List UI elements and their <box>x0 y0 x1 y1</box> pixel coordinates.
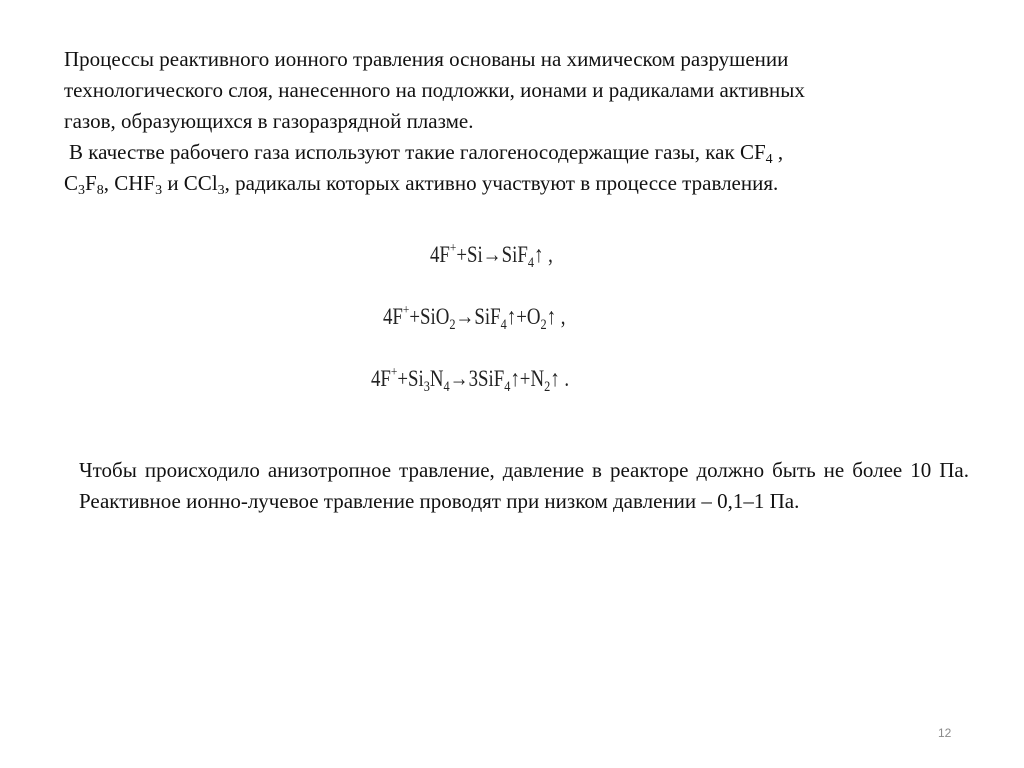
page-number: 12 <box>938 726 952 740</box>
intro-line-5: $C_3F_8$, $CHF_3$ и CCl$_3$, радикалы которых активно участвуют в процессе травления. <box>64 171 779 198</box>
equation-si: 4F++Si→SiF$_4$↑ , <box>430 241 553 271</box>
intro-line-2: технологического слоя, нанесенного на подложки, ионами и радикалами активных <box>64 78 805 102</box>
intro-paragraph <box>64 44 974 199</box>
equation-sio2: $4F^++SiO_2\to SiF_4↑+O_2↑$ , <box>383 303 566 333</box>
anisotropic-etching-paragraph: Чтобы происходило анизотропное травление, давление в реакторе должно быть не более 10 Па. Реактивное ионно-лучевое травление проводят при низком давлении – 0,1–1 Па. <box>79 458 969 513</box>
intro-line-4: В качестве рабочего газа используют такие галогеносодержащие газы, как $CF_4$ , <box>69 140 784 167</box>
intro-line-3: газов, образующихся в газоразрядной плазме. <box>64 109 474 133</box>
intro-line-1: Процессы реактивного ионного травления основаны на химическом разрушении <box>64 47 789 71</box>
equation-si3n4: $4F^++Si_3N_4\to 3SiF_4↑+N_2↑$ . <box>371 365 570 395</box>
